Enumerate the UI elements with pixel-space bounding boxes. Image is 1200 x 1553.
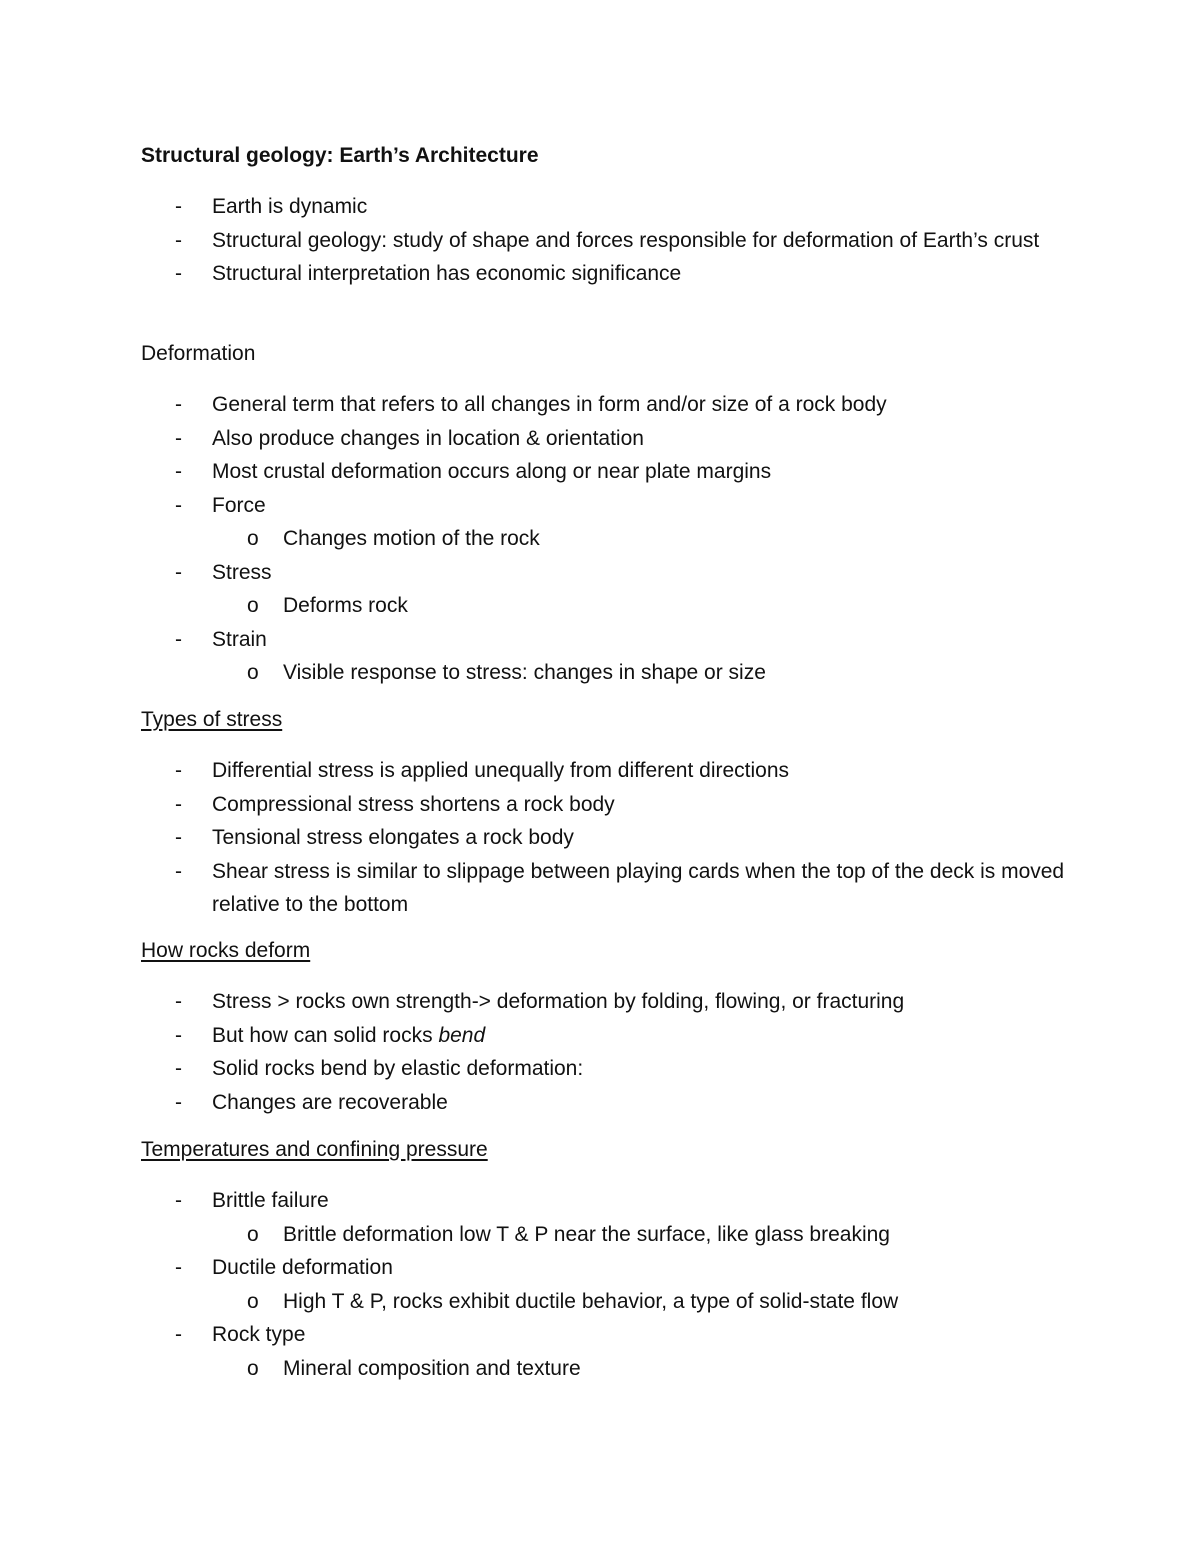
list-item-text: Compressional stress shortens a rock body bbox=[212, 792, 615, 816]
title-section bbox=[141, 142, 1081, 291]
sub-list-item bbox=[141, 1285, 1081, 1319]
types-of-stress-section bbox=[141, 706, 1081, 922]
dash-marker: - bbox=[175, 792, 182, 816]
list-item-text: Stress bbox=[212, 560, 272, 584]
dash-marker: - bbox=[175, 493, 182, 517]
dash-marker: - bbox=[175, 228, 182, 252]
sub-item-text: Brittle deformation low T & P near the surface, like glass breaking bbox=[283, 1222, 890, 1246]
list-item-text: Tensional stress elongates a rock body bbox=[212, 826, 574, 849]
list-item bbox=[141, 556, 1081, 590]
section-heading-types-of-stress: Types of stress bbox=[141, 708, 283, 731]
how-rocks-deform-list bbox=[141, 985, 1081, 1119]
dash-marker: - bbox=[175, 393, 182, 416]
list-item-text: Changes are recoverable bbox=[212, 1090, 448, 1114]
dash-marker: - bbox=[175, 1256, 182, 1279]
circle-marker: o bbox=[247, 594, 259, 617]
list-item-text: Strain bbox=[212, 627, 267, 651]
list-item-text: Structural geology: study of shape and forces responsible for deformation of Earth’s crust bbox=[212, 228, 1040, 252]
circle-marker: o bbox=[247, 1356, 259, 1380]
list-item bbox=[141, 754, 1081, 788]
sub-item-text: Changes motion of the rock bbox=[283, 527, 540, 550]
sub-list-item bbox=[141, 1352, 1081, 1386]
list-item bbox=[141, 1251, 1081, 1285]
dash-marker: - bbox=[175, 262, 182, 285]
dash-marker: - bbox=[175, 1090, 182, 1114]
dash-marker: - bbox=[175, 1057, 182, 1080]
dash-marker: - bbox=[175, 1189, 182, 1212]
section-heading-temperatures: Temperatures and confining pressure bbox=[141, 1138, 488, 1161]
list-item-text: But how can solid rocks bbox=[212, 1023, 439, 1047]
dash-marker: - bbox=[175, 426, 182, 450]
dash-marker: - bbox=[175, 859, 182, 883]
types-of-stress-list bbox=[141, 754, 1081, 922]
list-item bbox=[141, 1184, 1081, 1218]
sub-item-text: Mineral composition and texture bbox=[283, 1356, 581, 1380]
circle-marker: o bbox=[247, 1222, 259, 1246]
list-item bbox=[141, 422, 1081, 456]
list-item-text: Most crustal deformation occurs along or near plate margins bbox=[212, 460, 772, 483]
dash-marker: - bbox=[175, 759, 182, 782]
list-item bbox=[141, 388, 1081, 422]
list-item-text: Force bbox=[212, 493, 266, 517]
dash-marker: - bbox=[175, 560, 182, 584]
how-rocks-deform-section bbox=[141, 937, 1081, 1119]
sub-list-item bbox=[141, 522, 1081, 556]
list-item bbox=[141, 1052, 1081, 1086]
dash-marker: - bbox=[175, 1023, 182, 1047]
list-item bbox=[141, 190, 1081, 224]
list-item bbox=[141, 623, 1081, 657]
list-item-text: Brittle failure bbox=[212, 1189, 329, 1212]
list-item bbox=[141, 224, 1081, 258]
circle-marker: o bbox=[247, 527, 259, 550]
section-heading-deformation: Deformation bbox=[141, 342, 256, 365]
list-item-text: General term that refers to all changes in form and/or size of a rock body bbox=[212, 393, 887, 416]
circle-marker: o bbox=[247, 1289, 259, 1313]
list-item-text: Earth is dynamic bbox=[212, 195, 368, 218]
list-item-text: Shear stress is similar to slippage between playing cards when the top of the deck is moved relative to the bottom bbox=[212, 859, 1065, 916]
list-item-text: Ductile deformation bbox=[212, 1256, 393, 1279]
list-item bbox=[141, 455, 1081, 489]
list-item-text: Rock type bbox=[212, 1323, 306, 1346]
temperatures-section bbox=[141, 1136, 1081, 1385]
sub-item-text: High T & P, rocks exhibit ductile behavior, a type of solid-state flow bbox=[283, 1289, 899, 1313]
list-item bbox=[141, 1318, 1081, 1352]
intro-list bbox=[141, 190, 1081, 291]
dash-marker: - bbox=[175, 627, 182, 651]
list-item-text: Differential stress is applied unequally from different directions bbox=[212, 759, 790, 782]
list-item bbox=[141, 821, 1081, 855]
document-title: Structural geology: Earth’s Architecture bbox=[141, 144, 539, 167]
list-item bbox=[141, 257, 1081, 291]
list-item-text: Stress > rocks own strength-> deformation by folding, flowing, or fracturing bbox=[212, 990, 905, 1013]
list-item-text: Structural interpretation has economic significance bbox=[212, 262, 682, 285]
list-item bbox=[141, 788, 1081, 822]
dash-marker: - bbox=[175, 195, 182, 218]
section-heading-how-rocks-deform: How rocks deform bbox=[141, 939, 311, 962]
list-item-text: Also produce changes in location & orientation bbox=[212, 426, 644, 450]
deformation-section bbox=[141, 340, 1081, 690]
dash-marker: - bbox=[175, 990, 182, 1013]
dash-marker: - bbox=[175, 460, 182, 483]
list-item bbox=[141, 985, 1081, 1019]
circle-marker: o bbox=[247, 661, 259, 684]
list-item bbox=[141, 1086, 1081, 1120]
sub-list-item bbox=[141, 656, 1081, 690]
dash-marker: - bbox=[175, 826, 182, 849]
sub-item-text: Deforms rock bbox=[283, 594, 408, 617]
list-item bbox=[141, 489, 1081, 523]
list-item bbox=[141, 855, 1081, 922]
sub-list-item bbox=[141, 589, 1081, 623]
deformation-list bbox=[141, 388, 1081, 690]
dash-marker: - bbox=[175, 1323, 182, 1346]
temperatures-list bbox=[141, 1184, 1081, 1385]
italic-word: bend bbox=[438, 1023, 486, 1047]
list-item-text: Solid rocks bend by elastic deformation: bbox=[212, 1057, 584, 1080]
sub-list-item bbox=[141, 1218, 1081, 1252]
list-item bbox=[141, 1019, 1081, 1053]
sub-item-text: Visible response to stress: changes in shape or size bbox=[283, 661, 766, 684]
